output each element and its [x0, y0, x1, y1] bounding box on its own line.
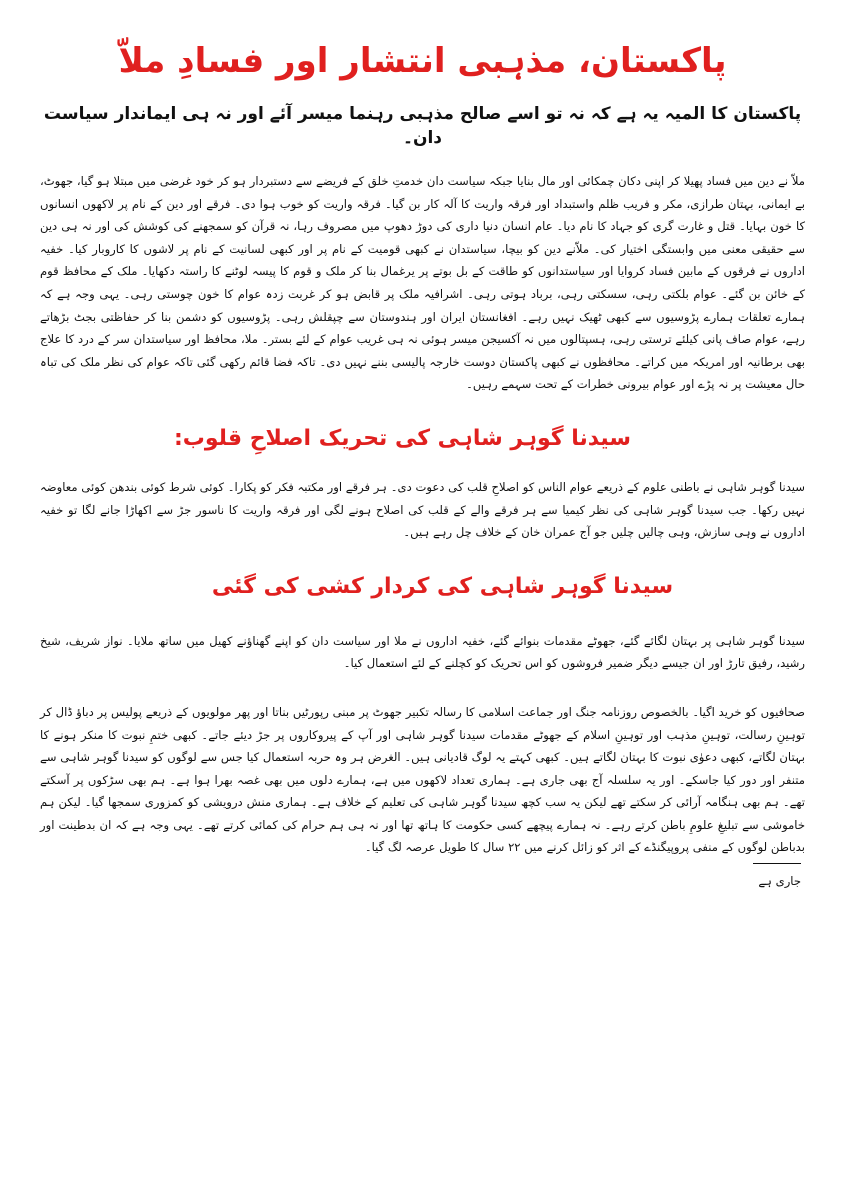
section-heading-kirdar-kushi: سیدنا گوہر شاہی کی کردار کشی کی گئی	[211, 573, 674, 599]
section-heading-islah-e-qaloob: سیدنا گوہر شاہی کی تحریک اصلاحِ قلوب:	[173, 425, 632, 451]
continued-divider	[753, 863, 801, 864]
article-subtitle: پاکستان کا المیہ یہ ہے کہ نہ تو اسے صالح مذہبی رہنما میسر آئے اور نہ ہی ایماندار سیاست دان۔	[43, 104, 802, 148]
article-paragraph-islah: سیدنا گوہر شاہی نے باطنی علوم کے ذریعے عوام الناس کو اصلاحِ قلب کی دعوت دی۔ ہر فرقے اور مکتبہ فکر کو پکارا۔ کوئی شرط کوئی بندھن کوئی معاوضہ نہیں رکھا۔ جب سیدنا گوہر شاہی کی نظر کیمیا سے ہر فرقے والے کے قلب کی اصلاح ہونے لگی اور فرقہ واریت کا ناسور جڑ سے اکھاڑا جانے لگا تو خفیہ اداروں نے وہی سازش، وہی چالیں چلیں جو آج عمران خان کے خلاف چل رہے ہیں۔	[40, 479, 805, 540]
article-title: پاکستان، مذہبی انتشار اور فسادِ ملاّ	[118, 41, 727, 81]
continued-note	[40, 863, 801, 892]
article-paragraph-intro: ملاّ نے دین میں فساد پھیلا کر اپنی دکان چمکائی اور مال بنایا جبکہ سیاست دان خدمتِ خلق کے فریضے سے دستبردار ہو کر خود غرضی میں مبتلا ہو گیا، جھوٹ، بے ایمانی، بہتان طرازی، مکر و فریب ظلم واستبداد اور فرقہ واریت کا آلہ کار بن گیا۔ فرقہ واریت کو خوب ہوا دی۔ فرقے اور دین کے نام پر لاکھوں انسانوں کا خون بہایا۔ قتل و غارت گری کو جہاد کا نام دیا۔ عام انسان دنیا داری کی دوڑ دھوپ میں مصروف رہا، نہ قرآن کو سمجھنے کی کوشش کی اور نہ ہی دین سے حقیقی معنی میں وابستگی اختیار کی۔ ملاّنے دین کو بیچا، سیاستدان نے کبھی قومیت کے نام پر اور کبھی لسانیت کے نام پر لاشوں کا کاروبار کیا۔ خفیہ اداروں نے فرقوں کے مابین فساد کروایا اور سیاستدانوں کو طاقت کے بل بوتے پر یرغمال بنا کر ملک و قوم کا پیسہ لوٹنے کا راستہ دکھایا۔ ملک کے محافظ قوم کے خائن بن گئے۔ عوام بلکتی رہی، سسکتی رہی، برباد ہوتی رہی۔ اشرافیہ ملک پر قابض ہو کر غربت زدہ عوام کا خون چوستی رہی۔ یہی وجہ ہے کہ ہمارے تعلقات ہمارے پڑوسیوں سے کبھی ٹھیک نہیں رہے۔ افغانستان ایران اور ہندوستان سے چپقلش رہی۔ پڑوسیوں کو دشمن بنا کر حفاظتی بجٹ بڑھاتے رہے، عوام صاف پانی کیلئے ترستی رہی، ہسپتالوں میں نہ آکسیجن میسر ہوئی نہ ہی غریب عوام کے لئے بستر۔ ملا، محافظ اور سیاستدان سر کے درد کا علاج بھی برطانیہ اور امریکہ میں کراتے۔ محافظوں نے کبھی پاکستان دوست خارجہ پالیسی بننے نہیں دی۔ تاکہ فضا قائم رکھی گئی تاکہ عوام کی نظر ملک کی تباہ حال معیشت پر نہ پڑے اور عوام بیرونی خطرات کے تحت سہمے رہیں۔	[40, 174, 805, 392]
continued-label: جاری ہے	[758, 874, 801, 889]
article-paragraph-accusations: سیدنا گوہر شاہی پر بہتان لگائے گئے، جھوٹے مقدمات بنوائے گئے، خفیہ اداروں نے ملا اور سیاست دان کو اپنے گھناؤنے کھیل میں ساتھ ملایا۔ نواز شریف، شیخ رشید، رفیق تارڑ اور ان جیسے دیگر ضمیر فروشوں کو اس تحریک کو کچلنے کے لئے استعمال کیا۔	[40, 633, 805, 671]
article-paragraph-media: صحافیوں کو خرید اگیا۔ بالخصوص روزنامہ جنگ اور جماعت اسلامی کا رسالہ تکبیر جھوٹ پر مبنی رپورٹیں بناتا اور پھر مولویوں کے ذریعے پولیس پر دباؤ ڈال کر توہینِ رسالت، توہینِ مذہب اور توہینِ اسلام کے جھوٹے مقدمات سیدنا گوہر شاہی اور آپ کے پیروکاروں پر جڑ دیئے جاتے۔ کبھی ختمِ نبوت کا منکر ہونے کا بہتان لگاتے، کبھی دعوٰی نبوت کا بہتان لگاتے ہیں۔ کبھی کہتے یہ لوگ قادیانی ہیں۔ الغرض ہر وہ حربہ استعمال کیا جس سے لوگوں کو سیدنا گوہر شاہی سے متنفر اور دور کیا جاسکے۔ اور یہ سلسلہ آج بھی جاری ہے۔ ہماری تعداد لاکھوں میں ہے، ہمارے دلوں میں بھی غصہ بھرا ہوا ہے۔ ہم بھی سڑکوں پر آسکتے تھے۔ ہم بھی ہنگامہ آرائی کر سکتے تھے لیکن یہ سب کچھ سیدنا گوہر شاہی کی تعلیم کے خلاف ہے۔ ہماری منش درویشی کو کمزوری سمجھا گیا۔ لیکن ہم خاموشی سے تبلیغِ علومِ باطن کرتے رہے۔ نہ ہمارے پیچھے کسی حکومت کا ہاتھ تھا اور نہ ہی ہم حرام کی کمائی کرتے تھے۔ یہی وجہ ہے کہ ان بدطینت اور بدباطن لوگوں کے منفی پروپیگنڈے کے اثر کو زائل کرنے میں ۲۲ سال کا طویل عرصہ لگ گیا۔	[40, 704, 805, 855]
